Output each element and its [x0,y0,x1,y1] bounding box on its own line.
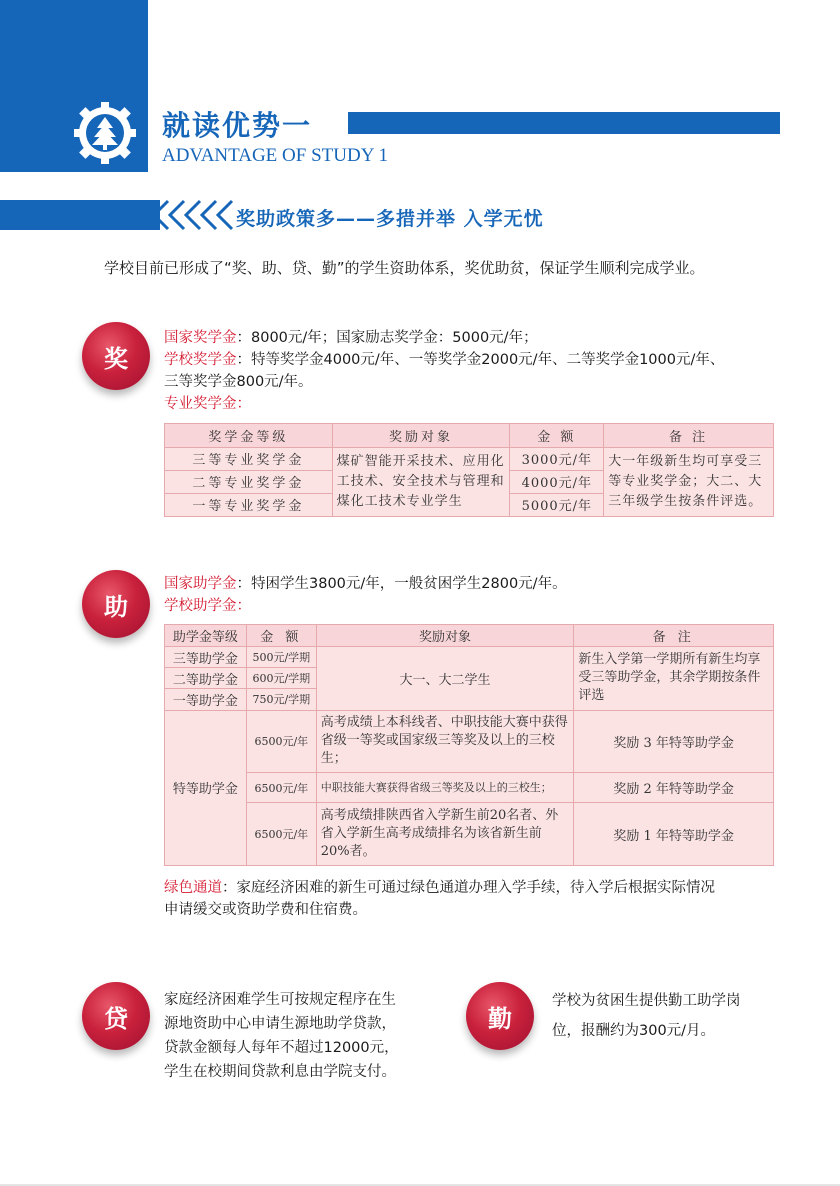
table-cell: 750元/学期 [246,689,316,710]
table-cell: 二等助学金 [165,668,247,689]
badge-loan: 贷 [82,982,150,1050]
work-study-text [552,986,741,1046]
table-header: 备 注 [604,424,774,448]
green-channel-text [164,877,715,921]
table-cell: 6500元/年 [246,710,316,773]
table-cell: 三等专业奖学金 [165,448,333,471]
table-cell: 3000元/年 [510,448,604,471]
table-cell: 600元/学期 [246,668,316,689]
table-cell: 一等专业奖学金 [165,493,333,516]
table-header: 金 额 [510,424,604,448]
table-header: 奖励对象 [332,424,510,448]
table-cell: 高考成绩上本科线者、中职技能大赛中获得省级一等奖或国家级三等奖及以上的三校生； [316,710,574,773]
school-scholarship-text-cont: 三等奖学金800元/年。 [164,374,313,390]
badge-grant: 助 [82,570,150,638]
badge-scholarship: 奖 [82,322,150,390]
national-grant-text: ：特困学生3800元/年，一般贫困学生2800元/年。 [236,576,567,592]
title-bar-decoration [348,112,780,134]
loan-line: 家庭经济困难学生可按规定程序在生 [164,992,396,1008]
table-cell: 大一年级新生均可享受三等专业奖学金；大二、大三年级学生按条件评选。 [604,448,774,517]
table-cell: 奖励 1 年特等助学金 [574,803,774,866]
label-green-channel: 绿色通道 [164,880,222,896]
green-channel-line2: 申请缓交或资助学费和住宿费。 [164,902,367,918]
table-cell: 二等专业奖学金 [165,470,333,493]
table-cell: 煤矿智能开采技术、应用化工技术、安全技术与管理和煤化工技术专业学生 [332,448,510,517]
table-header: 金 额 [246,625,316,647]
national-scholarship-text: ：8000元/年；国家励志奖学金：5000元/年； [236,330,538,346]
school-scholarship-text: ：特等奖学金4000元/年、一等奖学金2000元/年、二等奖学金1000元/年、 [236,352,725,368]
table-header: 备 注 [574,625,774,647]
table-header: 奖励对象 [316,625,574,647]
loan-line: 学生在校期间贷款利息由学院支付。 [164,1064,396,1080]
chevrons-left-icon [146,197,236,233]
table-cell: 6500元/年 [246,773,316,803]
table-cell: 中职技能大赛获得省级三等奖及以上的三校生； [316,773,574,803]
work-study-line: 位，报酬约为300元/月。 [552,1023,716,1039]
loan-line: 贷款金额每人每年不超过12000元， [164,1040,399,1056]
school-grant-table [164,624,774,866]
label-school-scholarship: 学校奖学金 [164,352,237,368]
section-title: 奖助政策多——多措并举 入学无忧 [236,208,544,230]
major-scholarship-table [164,423,774,517]
table-cell: 4000元/年 [510,470,604,493]
label-major-scholarship: 专业奖学金： [164,396,251,412]
table-cell: 一等助学金 [165,689,247,710]
table-cell: 5000元/年 [510,493,604,516]
table-cell: 三等助学金 [165,647,247,668]
badge-work-study: 勤 [466,982,534,1050]
work-study-line: 学校为贫困生提供勤工助学岗 [552,993,741,1009]
scholarship-text [164,327,724,415]
table-cell: 奖励 2 年特等助学金 [574,773,774,803]
page-subtitle: ADVANTAGE OF STUDY 1 [162,145,388,166]
table-cell: 6500元/年 [246,803,316,866]
grant-text [164,573,567,617]
table-cell: 奖励 3 年特等助学金 [574,710,774,773]
table-cell: 高考成绩排陕西省入学新生前20名者、外省入学新生高考成绩排名为该省新生前20%者。 [316,803,574,866]
label-national-scholarship: 国家奖学金 [164,330,237,346]
green-channel-line1: ：家庭经济困难的新生可通过绿色通道办理入学手续，待入学后根据实际情况 [222,880,715,896]
table-header: 助学金等级 [165,625,247,647]
label-national-grant: 国家助学金 [164,576,237,592]
page-title: 就读优势一 [162,109,313,142]
loan-line: 源地资助中心申请生源地助学贷款， [164,1016,396,1032]
table-cell: 新生入学第一学期所有新生均享受三等助学金，其余学期按条件评选 [574,647,774,711]
table-cell: 500元/学期 [246,647,316,668]
table-header: 奖学金等级 [165,424,333,448]
loan-text [164,988,399,1084]
table-cell: 大一、大二学生 [316,647,574,711]
table-cell: 特等助学金 [165,710,247,865]
intro-text: 学校目前已形成了“奖、助、贷、勤”的学生资助体系，奖优助贫，保证学生顺利完成学业。 [104,259,705,277]
school-logo-icon [70,98,140,168]
section-band [0,200,160,230]
label-school-grant: 学校助学金： [164,598,251,614]
